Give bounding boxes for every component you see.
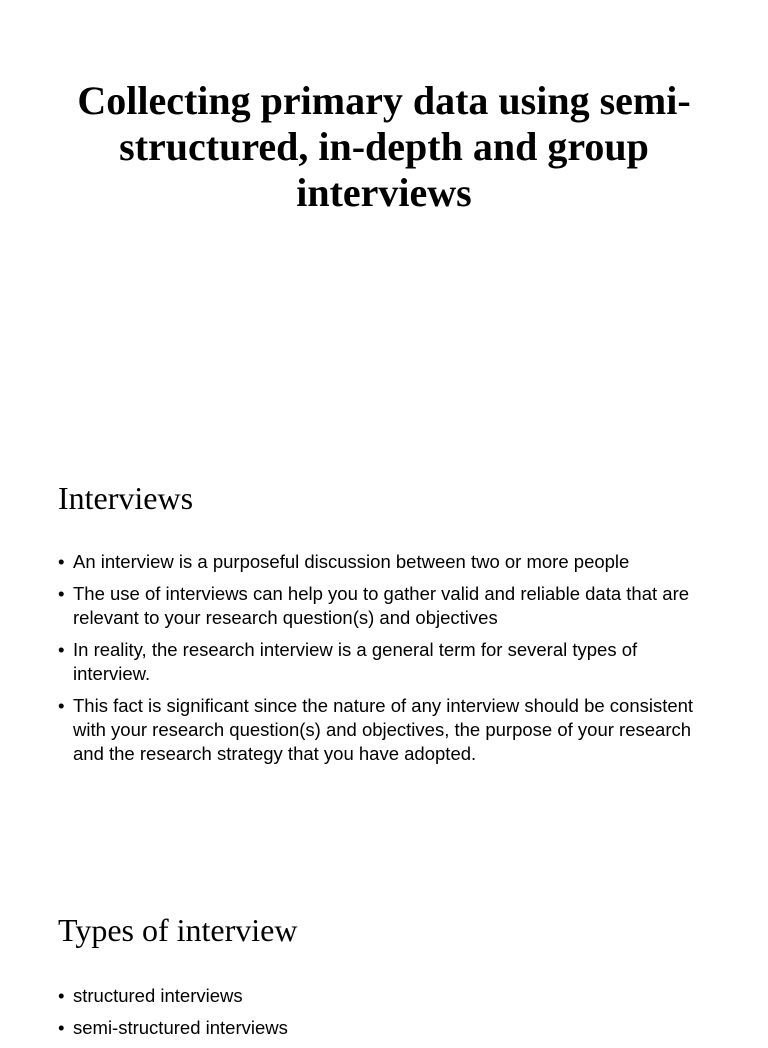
bullet-dot: •: [58, 551, 65, 572]
slide-heading-interviews: Interviews: [58, 480, 194, 516]
bullet-item: [58, 582, 718, 630]
bullet-item: [58, 550, 718, 574]
bullet-text: An interview is a purposeful discussion between two or more people: [73, 551, 630, 572]
types-bullet-list: [58, 984, 718, 1048]
bullet-item: [58, 694, 718, 766]
bullet-dot: •: [58, 985, 65, 1006]
bullet-item: [58, 1016, 718, 1040]
presentation-title: Collecting primary data using semi-structured, in-depth and group interviews: [77, 78, 691, 215]
title-slide: [0, 0, 768, 430]
bullet-text: The use of interviews can help you to gather valid and reliable data that are relevant to your research question(s) and objectives: [73, 583, 690, 628]
bullet-dot: •: [58, 639, 65, 660]
bullet-item: [58, 638, 718, 686]
bullet-dot: •: [58, 695, 65, 716]
types-slide: [0, 860, 768, 1038]
bullet-text: semi-structured interviews: [73, 1017, 288, 1038]
bullet-dot: •: [58, 583, 65, 604]
bullet-item: [58, 984, 718, 1008]
bullet-text: In reality, the research interview is a general term for several types of interview.: [73, 639, 638, 684]
bullet-dot: •: [58, 1017, 65, 1038]
interviews-bullet-list: [58, 550, 718, 774]
interviews-slide: [0, 430, 768, 860]
bullet-text: This fact is significant since the nature of any interview should be consistent with your research question(s) and objectives, the purpose of your research and the research strategy that you have adopted.: [73, 695, 694, 764]
slide-heading-types: Types of interview: [58, 912, 298, 948]
bullet-text: structured interviews: [73, 985, 243, 1006]
